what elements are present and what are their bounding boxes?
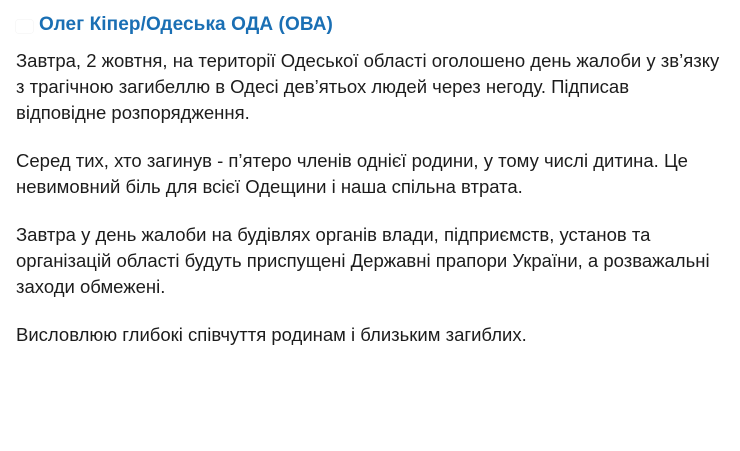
paragraph: Завтра у день жалоби на будівлях органів влади, підприємств, установ та організацій області будуть приспущені Державні прапори України, а розважальні заходи обмежені.: [16, 224, 710, 297]
channel-name[interactable]: Олег Кіпер/Одеська ОДА (ОВА): [39, 14, 333, 35]
paragraph: Серед тих, хто загинув - п’ятеро членів однієї родини, у тому числі дитина. Це невимовний біль для всієї Одещини і наша спільна втрата.: [16, 150, 688, 197]
post-body: [16, 48, 724, 348]
paragraph: Завтра, 2 жовтня, на території Одеської області оголошено день жалоби у зв’язку з трагічною загибеллю в Одесі дев’ятьох людей через негоду. Підписав відповідне розпорядження.: [16, 50, 720, 123]
post-header: [16, 14, 724, 36]
paragraph: Висловлюю глибокі співчуття родинам і близьким загиблих.: [16, 324, 527, 345]
ukraine-flag-icon: [16, 20, 33, 33]
